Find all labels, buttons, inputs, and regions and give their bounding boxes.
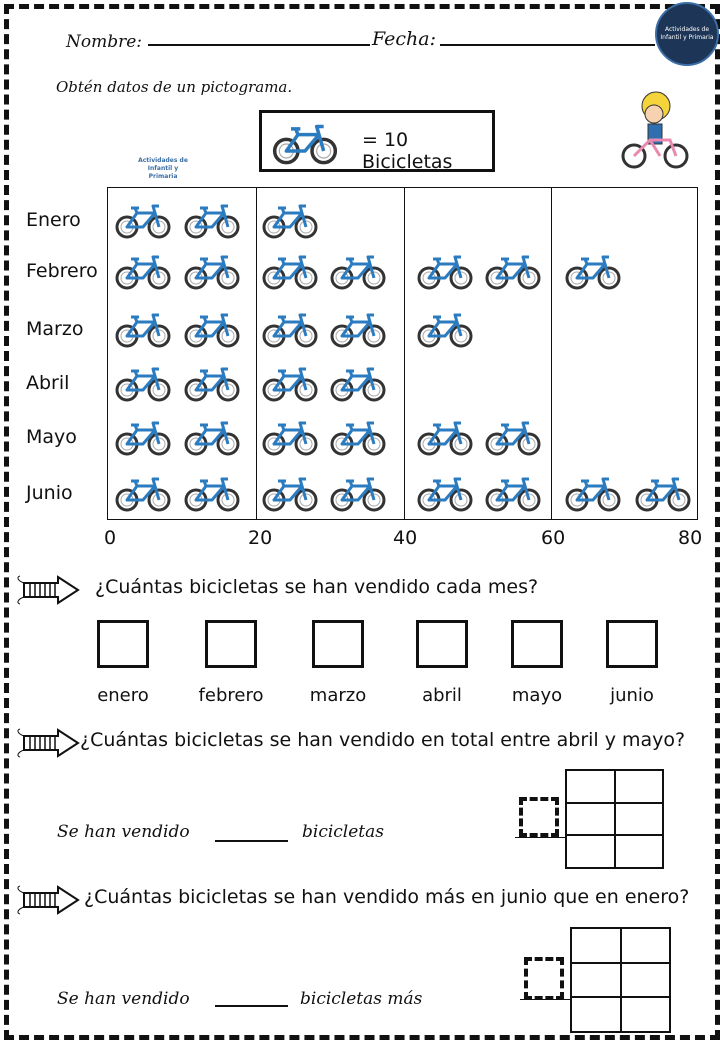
answer-box-febrero[interactable] xyxy=(205,620,257,668)
date-label: Fecha: xyxy=(372,28,436,50)
bicycle-icon xyxy=(270,123,340,165)
answer-2-suffix: bicicletas xyxy=(302,822,384,842)
grid-line xyxy=(404,188,405,519)
row-label-febrero: Febrero xyxy=(26,260,98,282)
operation-grid[interactable] xyxy=(570,927,671,1033)
bicycle-icon xyxy=(115,366,171,402)
answer-box-junio[interactable] xyxy=(606,620,658,668)
bicycle-icon xyxy=(485,476,541,512)
bicycle-icon xyxy=(262,366,318,402)
x-tick-label: 60 xyxy=(541,527,566,549)
name-field[interactable] xyxy=(148,44,370,46)
grid-line xyxy=(551,188,552,519)
question-2: ¿Cuántas bicicletas se han vendido en total entre abril y mayo? xyxy=(80,729,686,751)
bicycle-icon xyxy=(115,420,171,456)
question-1: ¿Cuántas bicicletas se han vendido cada mes? xyxy=(95,576,539,598)
operation-line xyxy=(520,999,570,1000)
pictogram-legend xyxy=(259,110,495,172)
arrow-icon xyxy=(14,575,80,605)
month-label-mayo: mayo xyxy=(511,685,563,706)
month-label-abril: abril xyxy=(422,685,462,706)
operation-line xyxy=(515,837,565,838)
bicycle-icon xyxy=(115,203,171,239)
bicycle-icon xyxy=(262,203,318,239)
bicycle-icon xyxy=(635,476,691,512)
month-label-enero: enero xyxy=(97,685,149,706)
answer-3-suffix: bicicletas más xyxy=(300,989,423,1009)
answer-2-prefix: Se han vendido xyxy=(57,822,190,842)
row-label-abril: Abril xyxy=(26,372,70,394)
date-field[interactable] xyxy=(440,44,655,46)
answer-box-marzo[interactable] xyxy=(312,620,364,668)
bicycle-icon xyxy=(330,476,386,512)
legend-text: = 10 Bicicletas xyxy=(362,129,453,173)
row-label-mayo: Mayo xyxy=(26,426,77,448)
month-label-marzo: marzo xyxy=(309,685,367,706)
operation-grid[interactable] xyxy=(565,769,664,869)
bicycle-icon xyxy=(330,254,386,290)
bicycle-icon xyxy=(330,420,386,456)
bicycle-icon xyxy=(115,476,171,512)
bicycle-icon xyxy=(417,420,473,456)
bicycle-icon xyxy=(262,420,318,456)
logo-badge: Actividades de Infantil y Primaria xyxy=(655,2,719,66)
month-label-febrero: febrero xyxy=(198,685,264,706)
arrow-icon xyxy=(14,728,80,758)
instruction: Obtén datos de un pictograma. xyxy=(56,78,293,96)
bicycle-icon xyxy=(417,476,473,512)
arrow-icon xyxy=(14,885,80,915)
month-label-junio: junio xyxy=(610,685,654,706)
bicycle-icon xyxy=(330,312,386,348)
bicycle-icon xyxy=(184,420,240,456)
bicycle-icon xyxy=(184,312,240,348)
bicycle-icon xyxy=(565,254,621,290)
row-label-marzo: Marzo xyxy=(26,318,84,340)
small-logo: Actividades de Infantil y Primaria xyxy=(138,157,188,180)
row-label-junio: Junio xyxy=(26,482,73,504)
x-tick-label: 20 xyxy=(248,527,273,549)
answer-box-abril[interactable] xyxy=(416,620,468,668)
x-tick-label: 80 xyxy=(678,527,703,549)
bicycle-icon xyxy=(262,312,318,348)
question-3: ¿Cuántas bicicletas se han vendido más en junio que en enero? xyxy=(84,886,690,908)
bicycle-icon xyxy=(565,476,621,512)
answer-box-enero[interactable] xyxy=(97,620,149,668)
bicycle-icon xyxy=(262,476,318,512)
bicycle-icon xyxy=(184,476,240,512)
answer-box-mayo[interactable] xyxy=(511,620,563,668)
bicycle-icon xyxy=(417,312,473,348)
x-tick-label: 40 xyxy=(393,527,418,549)
name-label: Nombre: xyxy=(66,32,143,52)
bicycle-icon xyxy=(330,366,386,402)
row-label-enero: Enero xyxy=(26,209,81,231)
x-tick-label: 0 xyxy=(104,527,117,549)
bicycle-icon xyxy=(485,420,541,456)
answer-2-field[interactable] xyxy=(215,840,288,842)
carry-box[interactable] xyxy=(524,957,564,1000)
cyclist-illustration xyxy=(620,88,690,172)
bicycle-icon xyxy=(184,366,240,402)
bicycle-icon xyxy=(115,312,171,348)
bicycle-icon xyxy=(417,254,473,290)
bicycle-icon xyxy=(184,203,240,239)
answer-3-prefix: Se han vendido xyxy=(57,989,190,1009)
grid-line xyxy=(256,188,257,519)
bicycle-icon xyxy=(184,254,240,290)
bicycle-icon xyxy=(485,254,541,290)
bicycle-icon xyxy=(262,254,318,290)
carry-box[interactable] xyxy=(519,797,559,837)
answer-3-field[interactable] xyxy=(215,1005,288,1007)
bicycle-icon xyxy=(115,254,171,290)
